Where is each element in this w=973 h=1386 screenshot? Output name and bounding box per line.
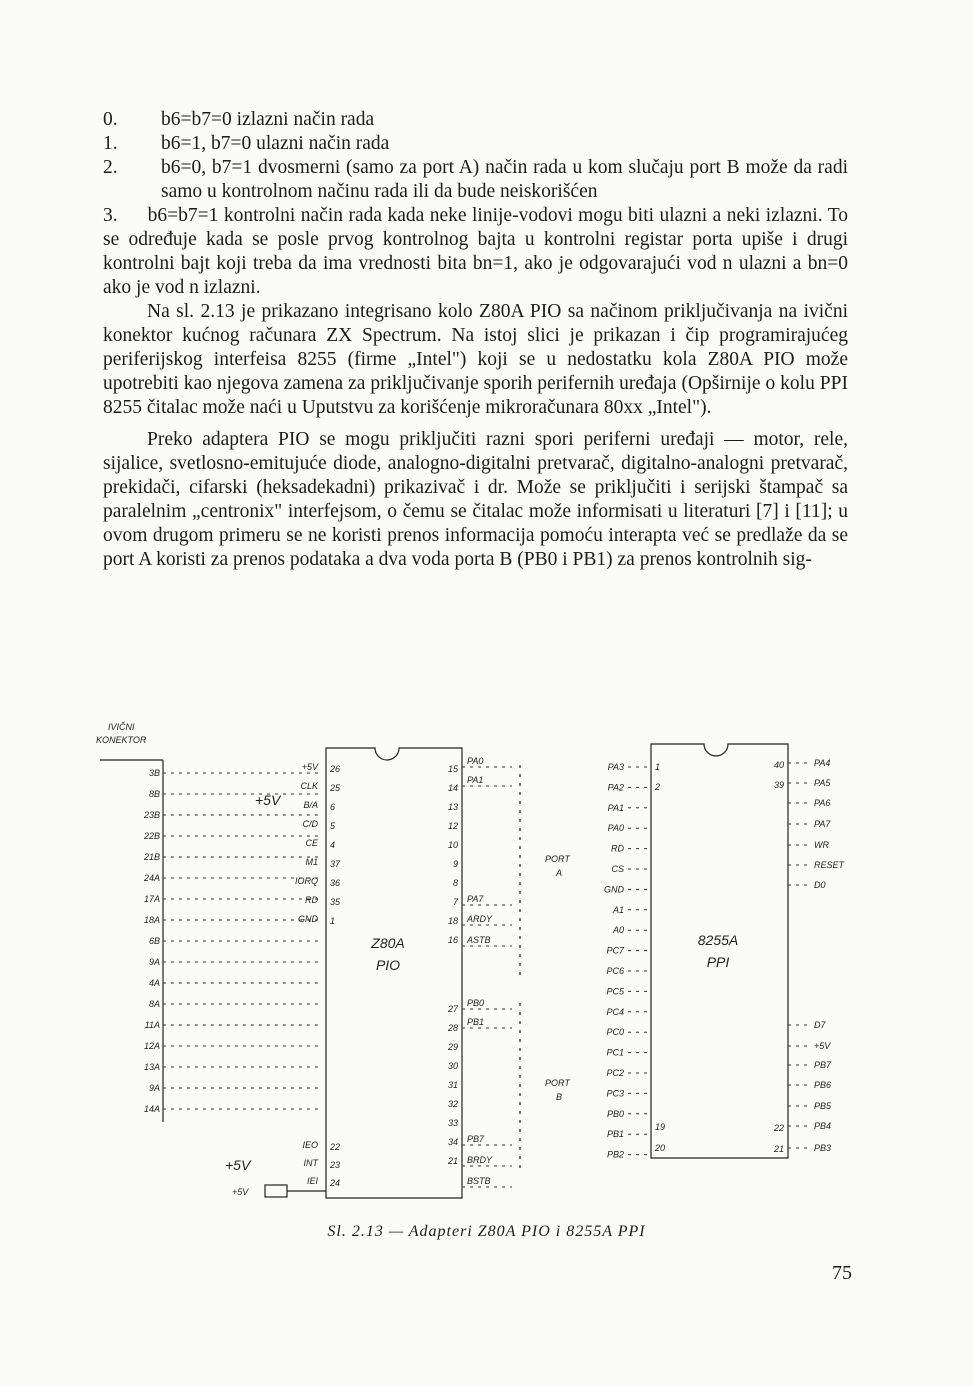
ppi-right-signal: PB4 [814, 1121, 832, 1131]
pio-right-pin: 8 [452, 878, 458, 888]
pio-right-signal: PA1 [467, 775, 484, 785]
pio-left-signal: IORQ [294, 876, 318, 886]
pio-right-pin: 13 [447, 802, 458, 812]
decoupling-box [265, 1185, 287, 1197]
ppi-right-signal: PB6 [814, 1080, 832, 1090]
connector-pin-label: 8A [148, 999, 160, 1009]
ppi-right-signal: PB5 [814, 1101, 832, 1111]
ppi-left-signal: A1 [612, 904, 624, 915]
ppi-left-signal: PC7 [606, 945, 624, 956]
connector-pin-label: 22B [143, 831, 160, 841]
connector-pin-label: 21B [143, 852, 160, 862]
connector-pin-label: 3B [148, 768, 160, 778]
pio-right-signal: ARDY [467, 914, 493, 924]
connector-title: IVIČNI [108, 722, 135, 732]
ppi-left-signal: PC2 [606, 1068, 624, 1078]
connector-pin-label: 18A [143, 915, 160, 925]
ppi-left-signal: PC3 [606, 1088, 624, 1099]
item-number: 2. [103, 157, 118, 178]
connector-pin-label: 6B [148, 936, 160, 946]
pio-int-pin: 24 [330, 1178, 341, 1188]
pio-left-signal: RD [305, 895, 318, 905]
pio-left-pin: 1 [330, 916, 336, 926]
item-number: 1. [103, 133, 118, 154]
port-a-label: A [556, 868, 563, 878]
pio-left-pin: 4 [330, 840, 336, 850]
pio-left-signal: C/D [302, 819, 318, 829]
pio-left-signal: CE [305, 838, 318, 848]
ppi-right-signal: +5V [814, 1041, 831, 1051]
pio-left-pin: 26 [330, 764, 341, 774]
item-number: 0. [103, 109, 118, 130]
pio-int-signal: IEI [306, 1176, 318, 1186]
connector-pin-label: 11A [144, 1020, 160, 1030]
pio-right-pin: 30 [447, 1061, 458, 1071]
ppi-right-pin: 21 [773, 1144, 784, 1154]
pio-right-pin: 12 [447, 821, 458, 831]
ppi-left-signal: PA3 [607, 762, 624, 772]
ppi-right-signal: D7 [814, 1020, 826, 1030]
connector-title: KONEKTOR [96, 735, 147, 745]
ppi-left-signal: PC4 [606, 1006, 624, 1017]
pio-left-pin: 25 [330, 783, 341, 793]
pio-right-pin: 15 [447, 764, 458, 774]
item-text: b6=1, b7=0 ulazni način rada [161, 133, 390, 154]
supply-label: +5V [232, 1187, 249, 1197]
connector-pin-label: 23B [143, 810, 160, 820]
ppi-left-pin: 1 [655, 762, 661, 772]
pio-left-pin: 36 [330, 878, 341, 888]
ppi-left-signal: PB2 [606, 1149, 624, 1160]
ppi-right-signal: PB7 [814, 1060, 832, 1070]
ppi-name: 8255A [697, 932, 739, 948]
ppi-right-signal: RESET [814, 860, 845, 870]
pio-int-signal: INT [303, 1158, 318, 1168]
pio-right-signal: PB7 [467, 1134, 485, 1144]
pio-int-pin: 22 [330, 1142, 341, 1152]
ppi-right-signal: PA5 [814, 778, 831, 788]
page-number: 75 [832, 1262, 852, 1284]
ppi-right-signal: WR [814, 840, 829, 850]
supply-label: +5V [225, 1157, 251, 1173]
ppi-left-signal: PC6 [606, 966, 624, 976]
ppi-right-pin: 40 [773, 760, 784, 770]
ppi-left-signal: A0 [612, 925, 624, 936]
pio-right-signal: BRDY [467, 1155, 493, 1165]
pio-right-signal: PB0 [467, 998, 485, 1008]
pio-right-signal: PA0 [467, 756, 484, 766]
ppi-left-signal: PC1 [606, 1047, 624, 1058]
pio-right-pin: 31 [447, 1080, 458, 1090]
ppi-left-signal: GND [604, 884, 624, 895]
ppi-left-signal: PB1 [606, 1129, 624, 1140]
ppi-left-signal: CS [611, 864, 624, 874]
paragraph: Na sl. 2.13 je prikazano integrisano kolo Z80A PIO sa načinom priključivanja na ivični konektor kućnog računara ZX Spectrum. Na istoj slici je prikazan i čip programirajućeg periferijskog interfeisa 8255 (firme „Intel") koji se u nedostatku kola Z80A PIO može upotrebiti kao njegova zamena za priključivanje sporih perifernih uređaja (Opširnije o kolu PPI 8255 čitalac može naći u Uputstvu za korišćenje mikroračunara 80xx „Intel"). [103, 301, 848, 418]
pio-left-signal: M1 [305, 857, 318, 867]
pio-right-pin: 16 [447, 935, 458, 945]
connector-pin-label: 14A [143, 1104, 160, 1114]
ppi-left-pin: 20 [655, 1143, 666, 1153]
ppi-right-pin: 39 [773, 780, 784, 790]
ppi-left-signal: PC5 [606, 986, 624, 997]
paragraph: Preko adaptera PIO se mogu priključiti razni spori periferni uređaji — motor, rele, sijalice, svetlosno-emitujuće diode, analogno-digitalni pretvarač, digitalno-analogni pretvarač, prekidači, cifarski (heksadekadni) prikazivač i dr. Može se priključiti i serijski štampač sa paralelnim „centronix" interfejsom, o čemu se čitalac može informisati u literaturi [7] i [11]; u ovom drugom primeru se ne koristi prenos informacija pomoću interapta već se predlaže da se port A koristi za prenos podataka a dva voda porta B (PB0 i PB1) za prenos kontrolnih sig- [103, 429, 848, 570]
ppi-sub: PPI [706, 954, 730, 970]
ppi-left-signal: PA2 [607, 782, 624, 793]
ppi-left-pin: 2 [655, 782, 661, 792]
item-text: b6=0, b7=1 dvosmerni (samo za port A) način rada u kom slučaju port B može da radi samo u kontrolnom načinu rada ili da bude neiskorišćen [161, 157, 848, 202]
pio-name: Z80A [371, 935, 405, 951]
ppi-left-signal: PA0 [607, 823, 624, 834]
connector-pin-label: 12A [143, 1041, 160, 1051]
connector-pin-label: 24A [143, 873, 160, 883]
item-text: b6=b7=0 izlazni način rada [161, 109, 375, 130]
pio-right-pin: 9 [452, 859, 458, 869]
ppi-right-signal: PA4 [814, 758, 831, 768]
pio-left-pin: 35 [330, 897, 341, 907]
pio-right-pin: 27 [447, 1004, 458, 1014]
ppi-right-pin: 22 [773, 1123, 784, 1133]
pio-right-pin: 29 [447, 1042, 458, 1052]
pio-right-pin: 34 [447, 1137, 458, 1147]
pio-left-signal: CLK [300, 781, 318, 791]
item-number: 3. [103, 205, 118, 226]
ppi-right-signal: PA7 [814, 819, 831, 829]
ppi-left-signal: PC0 [606, 1027, 624, 1038]
pio-left-pin: 37 [330, 859, 341, 869]
pio-right-signal: BSTB [467, 1176, 491, 1186]
figure-caption: Sl. 2.13 — Adapteri Z80A PIO i 8255A PPI [327, 1223, 646, 1240]
supply-label: +5V [255, 792, 281, 808]
pio-right-pin: 7 [452, 897, 458, 907]
pio-chip-outline [326, 748, 462, 1198]
ppi-right-signal: D0 [814, 880, 826, 890]
pio-left-signal: +5V [301, 762, 318, 772]
connector-pin-label: 8B [148, 789, 160, 799]
pio-left-signal: B/A [303, 800, 318, 810]
port-b-label: B [556, 1092, 563, 1102]
connector-pin-label: 17A [143, 894, 160, 904]
pio-sub: PIO [375, 957, 401, 973]
pio-left-signal: GND [298, 914, 318, 924]
pio-right-pin: 18 [447, 916, 458, 926]
ppi-right-signal: PB3 [814, 1143, 832, 1153]
pio-right-signal: ASTB [467, 935, 491, 945]
pio-left-pin: 5 [330, 821, 336, 831]
ppi-left-signal: RD [611, 843, 624, 854]
connector-pin-label: 9A [148, 957, 160, 967]
pio-int-signal: IEO [302, 1140, 318, 1150]
port-a-label: PORT [545, 854, 570, 864]
pio-right-signal: PB1 [467, 1017, 485, 1027]
pio-right-signal: PA7 [467, 894, 484, 904]
connector-pin-label: 9A [148, 1083, 160, 1093]
connector-pin-label: 13A [143, 1062, 160, 1072]
pio-right-pin: 14 [447, 783, 458, 793]
pio-right-pin: 21 [447, 1156, 458, 1166]
ppi-left-pin: 19 [655, 1122, 666, 1132]
pio-right-pin: 33 [447, 1118, 458, 1128]
ppi-right-signal: PA6 [814, 798, 831, 808]
pio-left-pin: 6 [330, 802, 336, 812]
ppi-chip-outline [651, 744, 788, 1158]
ppi-left-signal: PB0 [606, 1108, 624, 1119]
pio-right-pin: 32 [447, 1099, 458, 1109]
pio-right-pin: 10 [447, 840, 458, 850]
ppi-left-signal: PA1 [607, 802, 624, 813]
pio-int-pin: 23 [330, 1160, 341, 1170]
pio-right-pin: 28 [447, 1023, 458, 1033]
port-b-label: PORT [545, 1078, 570, 1088]
item-text: b6=b7=1 kontrolni način rada kada neke linije-vodovi mogu biti ulazni a neki izlazni. To se određuje kada se posle prvog kontrolnog bajta u kontrolni registar porta upiše i drugi kontrolni bajt koji treba da ima vrednosti bita bn=1, ako je odgovarajući vod n ulazni a bn=0 ako je vod n izlazni. [103, 205, 848, 298]
connector-pin-label: 4A [148, 978, 160, 988]
